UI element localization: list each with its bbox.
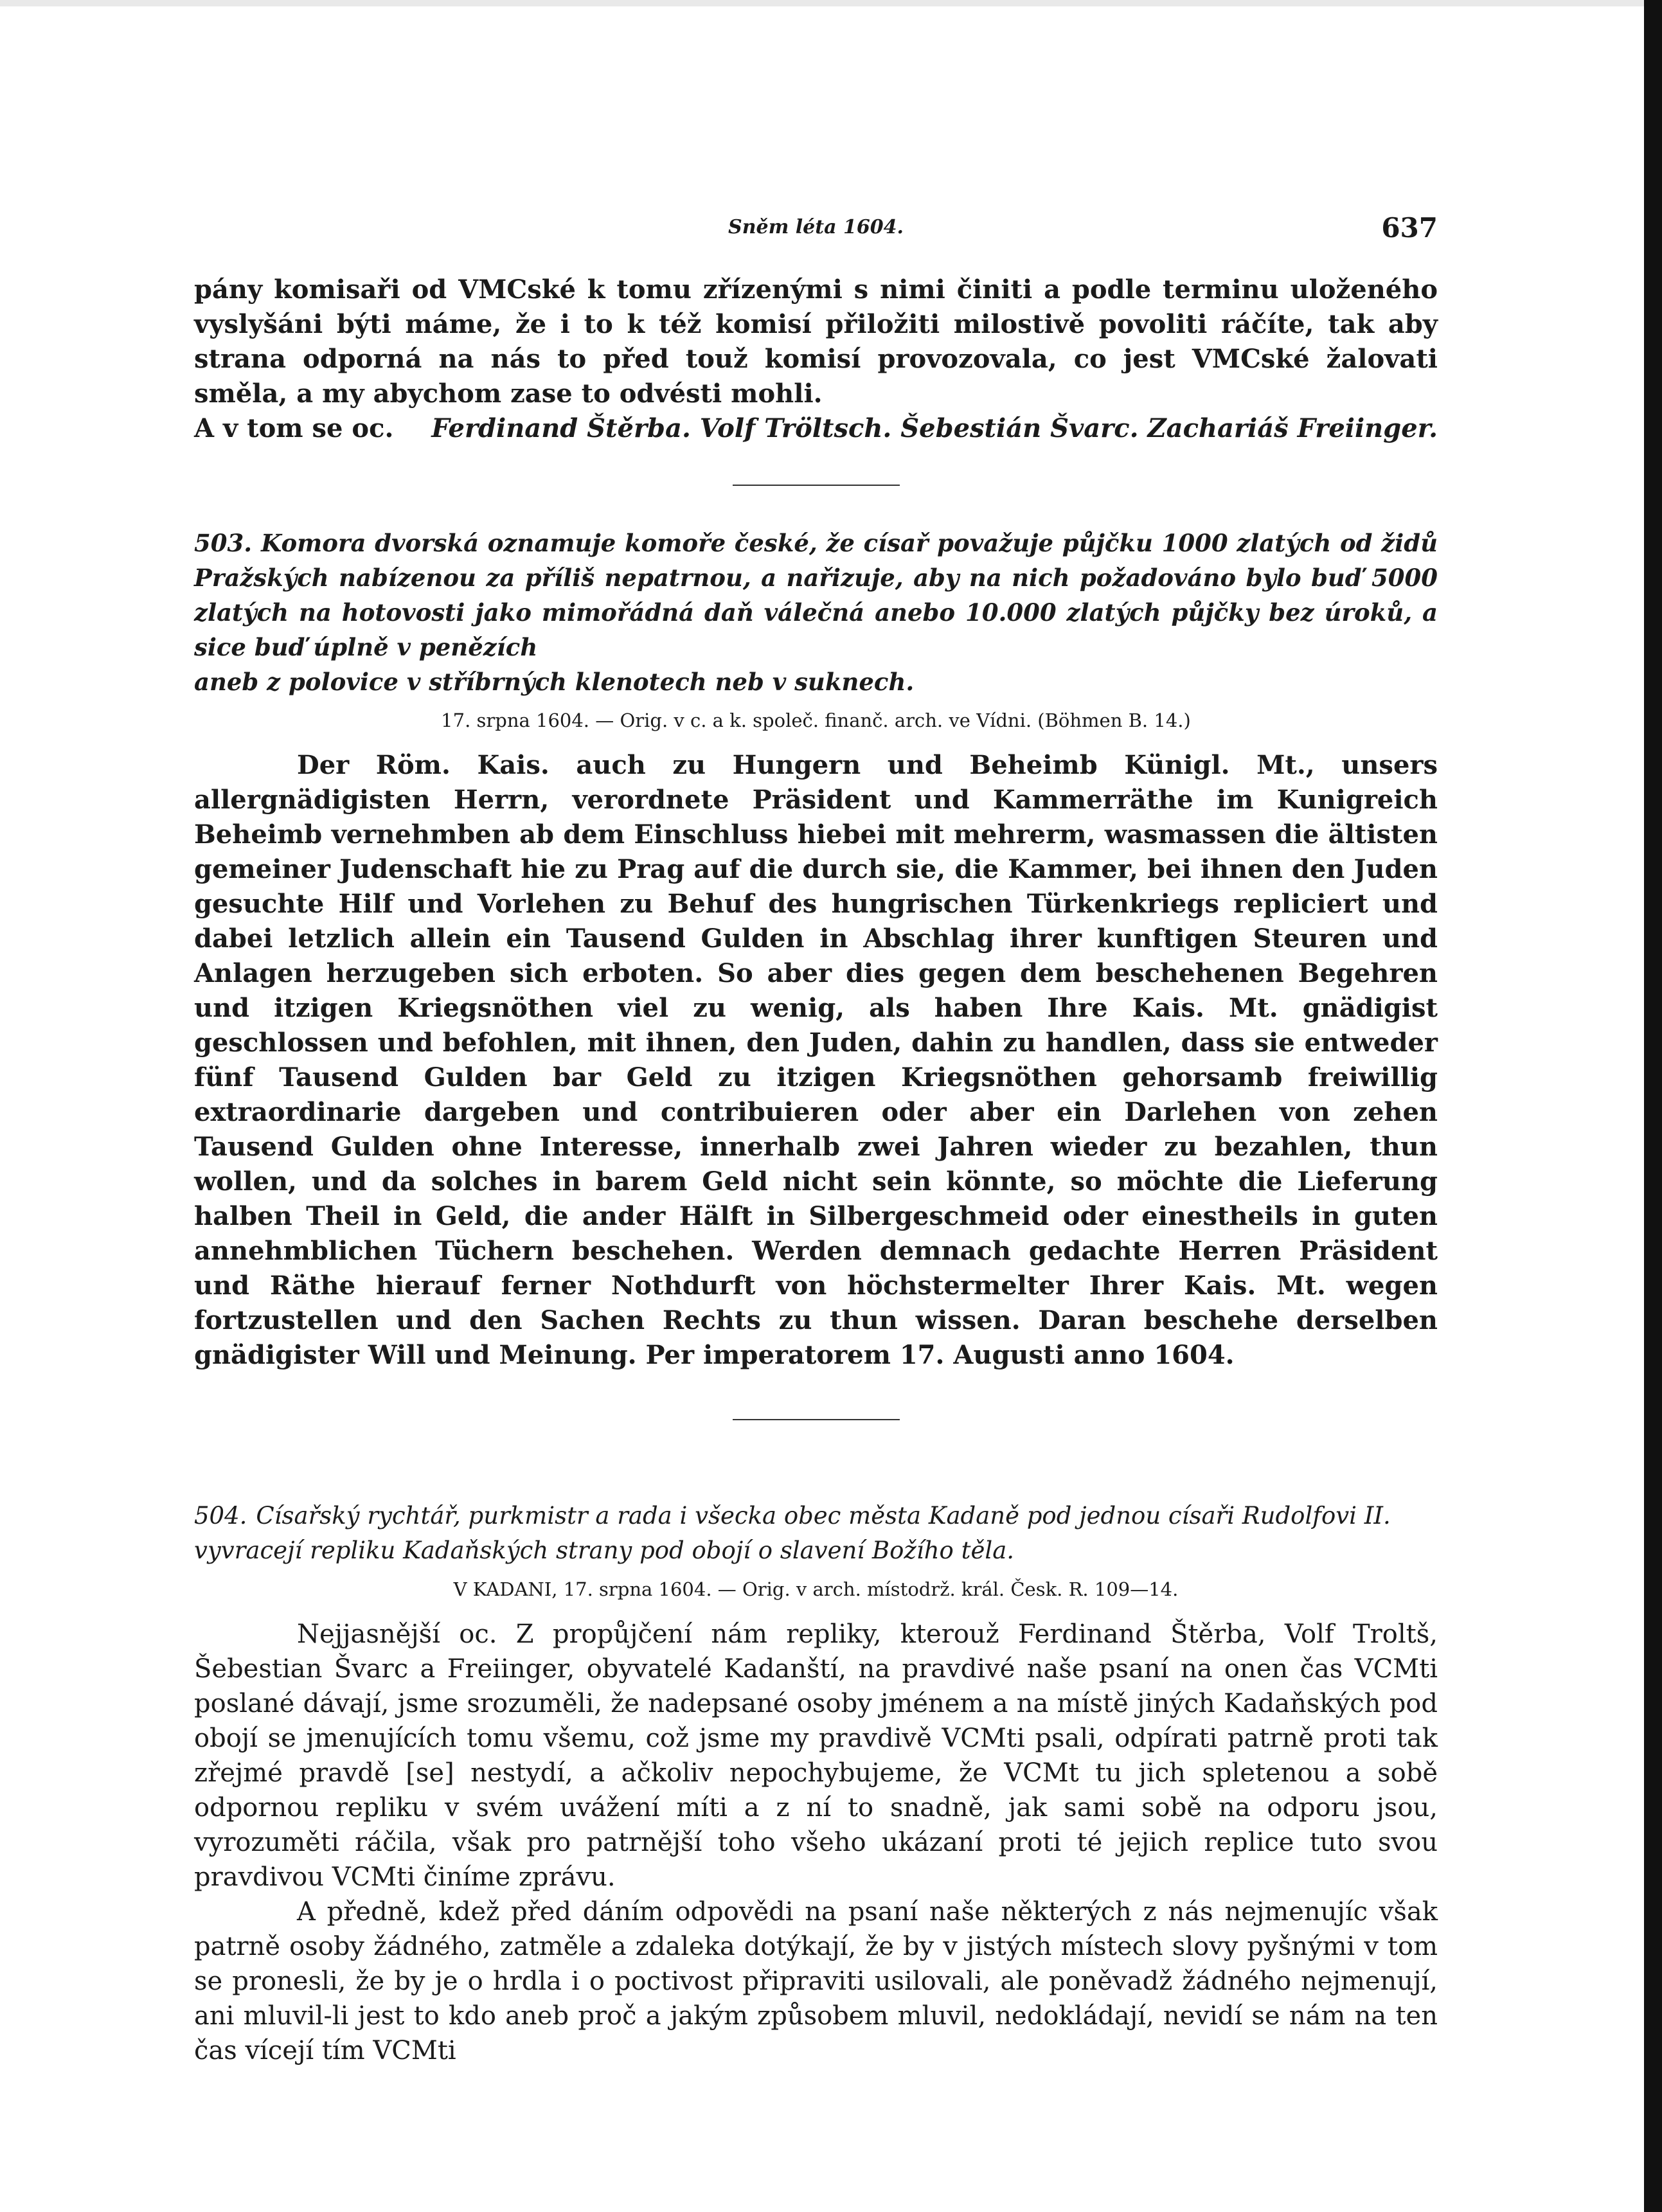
section-divider (733, 485, 900, 486)
entry-heading-text: Císařský rychtář, purkmistr a rada i všecka obec města Kadaně pod jednou císaři Rudolfovi II. (256, 1502, 1391, 1530)
section-divider (733, 1419, 900, 1420)
entry-503 (194, 526, 1438, 1373)
entry-heading (194, 1499, 1438, 1533)
signature-line (194, 411, 1438, 446)
entry-paragraph-2: A předně, kdež před dáním odpovědi na psaní naše některých z nás nejmenujíc však patrně osoby žádného, zatměle a zdaleka dotýkají, že by v jistých místech slovy pyšnými v tom se pronesli, že by je o hrdla i o poctivost připraviti usilovali, ale poněvadž žádného nejmenují, ani mluvil-li jest to kdo aneb proč a jakým způsobem mluvil, nedokládají, nevidí se nám na ten čas vícejí tím VCMti (194, 1897, 1438, 2065)
scan-border-right (1644, 0, 1662, 2212)
book-page (194, 212, 1438, 2068)
running-title: Sněm léta 1604. (728, 216, 904, 238)
closing-formula: A v tom se oc. (194, 413, 394, 443)
scan-border-top (0, 0, 1662, 6)
entry-heading (194, 526, 1438, 664)
signatories: Ferdinand Štěrba. Volf Tröltsch. Šebestián Švarc. Zachariáš Freiinger. (431, 413, 1438, 443)
intro-paragraph: pány komisaři od VMCské k tomu zřízenými s nimi činiti a podle terminu uloženého vyslyšáni býti máme, že i to k též komisí přiložiti milostivě povoliti ráčíte, tak aby strana odporná na nás to před touž komisí provozovala, co jest VMCské žalovati směla, a my abychom zase to odvésti mohli. (194, 274, 1438, 409)
entry-body: Der Röm. Kais. auch zu Hungern und Beheimb Künigl. Mt., unsers allergnädigisten Herrn, verordnete Präsident und Kammerräthe im Kunigreich Beheimb vernehmben ab dem Einschluss hiebei mit mehrerm, wasmassen die ältisten gemeiner Judenschaft hie zu Prag auf die durch sie, die Kammer, bei ihnen den Juden gesuchte Hilf und Vorlehen zu Behuf des hungrischen Türkenkriegs repliciert und dabei letzlich allein ein Tausend Gulden in Abschlag ihrer kunftigen Steuren und Anlagen herzugeben sich erboten. So aber dies gegen dem beschehenen Begehren und itzigen Kriegsnöthen viel zu wenig, als haben Ihre Kais. Mt. gnädigist geschlossen und befohlen, mit ihnen, den Juden, dahin zu handlen, dass sie entweder fünf Tausend Gulden bar Geld zu itzigen Kriegsnöthen gehorsamb freiwillig extraordinarie dargeben und contribuieren oder aber ein Darlehen von zehen Tausend Gulden ohne Interesse, innerhalb zwei Jahren wieder zu bezahlen, thun wollen, und da solches in barem Geld nicht sein könnte, so möchte die Lieferung halben Theil in Geld, die ander Hälft in Silbergeschmeid oder einestheils in guten annehmblichen Tüchern beschehen. Werden demnach gedachte Herren Präsident und Räthe hierauf ferner Nothdurft von höchstermelter Ihrer Kais. Mt. wegen fortzustellen und den Sachen Rechts zu thun wissen. Daran beschehe derselben gnädigister Will und Meinung. Per imperatorem 17. Augusti anno 1604. (194, 750, 1438, 1370)
entry-paragraph-1: Nejjasnější oc. Z propůjčení nám repliky, kterouž Ferdinand Štěrba, Volf Troltš, Šebestian Švarc a Freiinger, obyvatelé Kadanští, na pravdivé naše psaní na onen čas VCMti poslané dávají, jsme srozuměli, že nadepsané osoby jménem a na místě jiných Kadaňských pod obojí se jmenujících tomu všemu, což jsme my pravdivě VCMti psali, odpírati patrně proti tak zřejmé pravdě [se] nestydí, a ačkoliv nepochybujeme, že VCMt tu jich spletenou a sobě odpornou repliku v svém uvážení míti a z ní to snadně, jak sami sobě na odporu jsou, vyrozuměti ráčila, však pro patrnější toho všeho ukázaní proti té jejich replice tuto svou pravdivou VCMti činíme zprávu. (194, 1619, 1438, 1892)
entry-heading-last-line: vyvracejí repliku Kadaňských strany pod obojí o slavení Božího těla. (194, 1537, 1015, 1564)
page-number: 637 (1381, 212, 1438, 244)
running-head (194, 212, 1438, 251)
entry-number: 503. (194, 529, 253, 557)
entry-heading-last-line: aneb z polovice v stříbrných klenotech neb v suknech. (194, 668, 915, 696)
intro-section (194, 272, 1438, 446)
entry-number: 504. (194, 1502, 247, 1530)
entry-citation: V KADANI, 17. srpna 1604. — Orig. v arch. místodrž. král. Česk. R. 109—14. (453, 1578, 1179, 1600)
entry-citation: 17. srpna 1604. — Orig. v c. a k. společ. finanč. arch. ve Vídni. (Böhmen B. 14.) (441, 709, 1191, 731)
entry-504 (194, 1499, 1438, 2068)
entry-heading-text: Komora dvorská oznamuje komoře české, že císař považuje půjčku 1000 zlatých od židů Pražských nabízenou za příliš nepatrnou, a nařizuje, aby na nich požadováno bylo buď 5000 zlatých na hotovosti jako mimořádná daň válečná anebo 10.000 zlatých půjčky bez úroků, a sice buď úplně v penězích (194, 529, 1438, 661)
